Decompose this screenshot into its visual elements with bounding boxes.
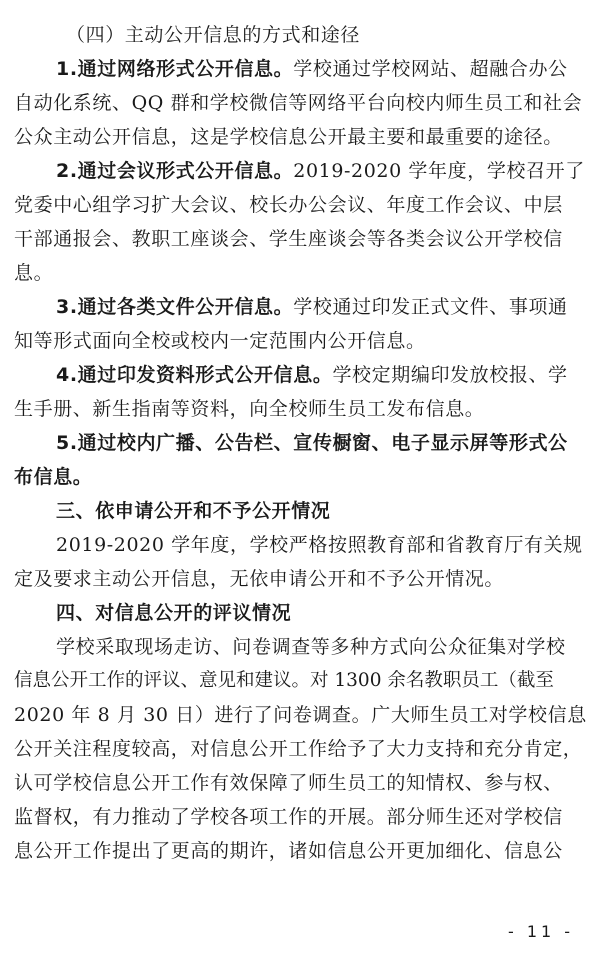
item-2-line — [14, 256, 587, 290]
section-four-line-5: 认可学校信息公开工作有效保障了师生员工的知情权、参与权、 — [14, 772, 563, 794]
item-3-line — [14, 324, 587, 358]
item-3-first-line — [14, 290, 587, 324]
section-four-line — [14, 664, 587, 698]
item-1-first-line — [14, 52, 587, 86]
item-5-line — [14, 460, 587, 494]
subsection-heading — [14, 18, 587, 52]
section-four-line — [14, 834, 587, 868]
item-4-line-1: 学校定期编印发放校报、学 — [332, 364, 568, 386]
section-four-heading-text: 四、对信息公开的评议情况 — [56, 602, 292, 624]
section-four-line — [14, 698, 587, 732]
item-2-line-4: 息。 — [14, 262, 54, 284]
item-1-line — [14, 120, 587, 154]
section-four-line-2: 信息公开工作的评议、意见和建议。对 1300 余名教职员工（截至 — [14, 670, 554, 691]
section-three-line-1: 2019-2020 学年度，学校严格按照教育部和省教育厅有关规 — [56, 534, 583, 556]
item-5-lead: 5.通过校内广播、公告栏、宣传橱窗、电子显示屏等形式公 — [56, 432, 568, 454]
item-2-lead: 2.通过会议形式公开信息。 — [56, 160, 294, 182]
item-4-line — [14, 392, 587, 426]
section-three-line — [14, 562, 587, 596]
section-four-line-7: 息公开工作提出了更高的期许，诸如信息公开更加细化、信息公 — [14, 840, 563, 862]
item-2-line — [14, 188, 587, 222]
section-four-line — [14, 766, 587, 800]
item-2-line-2: 党委中心组学习扩大会议、校长办公会议、年度工作会议、中层 — [14, 194, 563, 216]
item-5-first-line — [14, 426, 587, 460]
section-four-line-6: 监督权，有力推动了学校各项工作的开展。部分师生还对学校信 — [14, 806, 563, 828]
item-1-line — [14, 86, 587, 120]
item-3-lead: 3.通过各类文件公开信息。 — [56, 296, 294, 318]
item-2-line-3: 干部通报会、教职工座谈会、学生座谈会等各类会议公开学校信 — [14, 228, 563, 250]
item-1-lead: 1.通过网络形式公开信息。 — [56, 58, 294, 80]
document-page — [14, 18, 587, 868]
section-four-line — [14, 630, 587, 664]
item-2-line — [14, 222, 587, 256]
item-2-line-1: 2019-2020 学年度，学校召开了 — [293, 160, 585, 182]
page-number: - 11 - — [508, 922, 575, 941]
section-four-heading — [14, 596, 587, 630]
item-1-line-2: 自动化系统、QQ 群和学校微信等网络平台向校内师生员工和社会 — [14, 92, 583, 114]
item-1-line-3: 公众主动公开信息，这是学校信息公开最主要和最重要的途径。 — [14, 126, 563, 148]
item-3-line-1: 学校通过印发正式文件、事项通 — [293, 296, 568, 318]
section-four-line — [14, 800, 587, 834]
item-4-line-2: 生手册、新生指南等资料，向全校师生员工发布信息。 — [14, 398, 485, 420]
item-4-lead: 4.通过印发资料形式公开信息。 — [56, 364, 333, 386]
subsection-heading-text: （四）主动公开信息的方式和途径 — [66, 24, 361, 46]
item-1-line-1: 学校通过学校网站、超融合办公 — [293, 58, 568, 80]
section-four-line-3: 2020 年 8 月 30 日）进行了问卷调查。广大师生员工对学校信息 — [14, 704, 587, 726]
item-5-line-2: 布信息。 — [14, 466, 93, 488]
item-3-line-2: 知等形式面向全校或校内一定范围内公开信息。 — [14, 330, 426, 352]
section-four-line-1: 学校采取现场走访、问卷调查等多种方式向公众征集对学校 — [56, 636, 566, 658]
section-three-line — [14, 528, 587, 562]
item-2-first-line — [14, 154, 587, 188]
section-four-line-4: 公开关注程度较高，对信息公开工作给予了大力支持和充分肯定， — [14, 738, 583, 760]
section-three-heading — [14, 494, 587, 528]
section-four-line — [14, 732, 587, 766]
section-three-line-2: 定及要求主动公开信息，无依申请公开和不予公开情况。 — [14, 568, 505, 590]
item-4-first-line — [14, 358, 587, 392]
section-three-heading-text: 三、依申请公开和不予公开情况 — [56, 500, 331, 522]
